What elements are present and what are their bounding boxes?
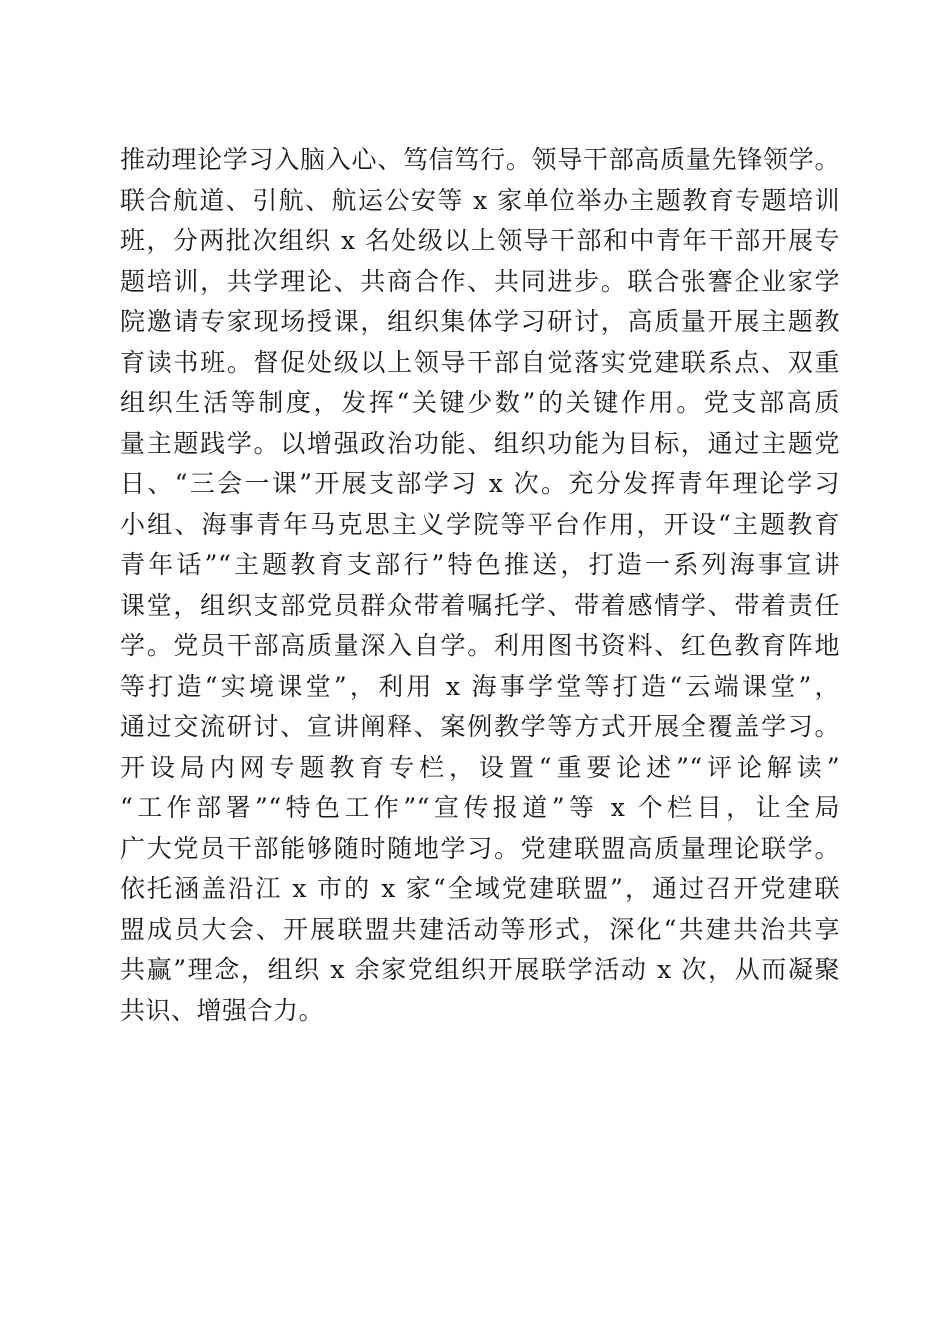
paragraph-line-16: 开设局内网专题教育专栏，设置“重要论述”“评论解读” — [120, 752, 840, 782]
body-paragraph — [120, 140, 840, 1031]
paragraph-line-21: 共赢”理念，组织 x 余家党组织开展联学活动 x 次，从而凝聚 — [120, 955, 840, 984]
paragraph-line-19: 依托涵盖沿江 x 市的 x 家“全域党建联盟”，通过召开党建联 — [120, 874, 840, 903]
paragraph-line-22: 共识、增强合力。 — [120, 995, 325, 1025]
paragraph-line-18: 广大党员干部能够随时随地学习。党建联盟高质量理论联学。 — [120, 833, 840, 863]
paragraph-line-8: 量主题践学。以增强政治功能、组织功能为目标，通过主题党 — [120, 428, 840, 458]
paragraph-line-6: 育读书班。督促处级以上领导干部自觉落实党建联系点、双重 — [120, 347, 840, 377]
paragraph-line-9: 日、“三会一课”开展支部学习 x 次。充分发挥青年理论学习 — [120, 469, 840, 498]
paragraph-line-20: 盟成员大会、开展联盟共建活动等形式，深化“共建共治共享 — [120, 914, 840, 944]
paragraph-line-11: 青年话”“主题教育支部行”特色推送，打造一系列海事宣讲 — [120, 550, 840, 579]
paragraph-line-3: 班，分两批次组织 x 名处级以上领导干部和中青年干部开展专 — [120, 226, 840, 255]
paragraph-line-5: 院邀请专家现场授课，组织集体学习研讨，高质量开展主题教 — [120, 307, 840, 336]
paragraph-line-15: 通过交流研讨、宣讲阐释、案例教学等方式开展全覆盖学习。 — [120, 712, 840, 741]
paragraph-line-10: 小组、海事青年马克思主义学院等平台作用，开设“主题教育 — [120, 509, 840, 539]
paragraph-line-12: 课堂，组织支部党员群众带着嘱托学、带着感情学、带着责任 — [120, 590, 840, 620]
paragraph-line-1: 推动理论学习入脑入心、笃信笃行。领导干部高质量先锋领学。 — [120, 145, 840, 174]
paragraph-line-4: 题培训，共学理论、共商合作、共同进步。联合张謇企业家学 — [120, 266, 840, 296]
paragraph-line-17: “工作部署”“特色工作”“宣传报道”等 x 个栏目，让全局 — [120, 793, 840, 822]
paragraph-line-13: 学。党员干部高质量深入自学。利用图书资料、红色教育阵地 — [120, 631, 840, 660]
paragraph-line-14: 等打造“实境课堂”，利用 x 海事学堂等打造“云端课堂”， — [120, 671, 840, 701]
paragraph-line-7: 组织生活等制度，发挥“关键少数”的关键作用。党支部高质 — [120, 388, 840, 417]
paragraph-line-2: 联合航道、引航、航运公安等 x 家单位举办主题教育专题培训 — [120, 185, 840, 215]
